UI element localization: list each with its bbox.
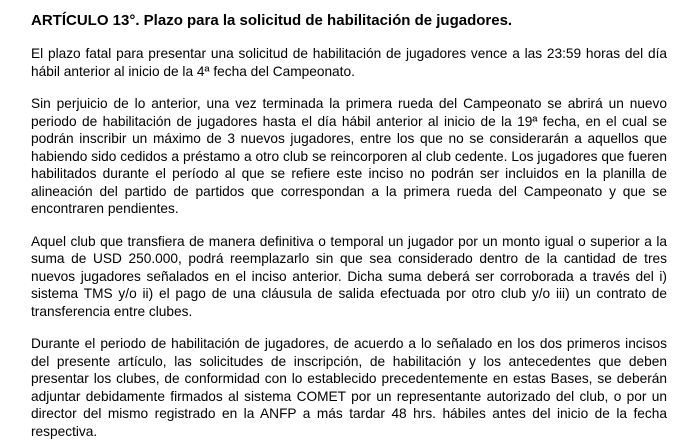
paragraph-1: El plazo fatal para presentar una solicitud de habilitación de jugadores vence a las 23:59 horas del día hábil anterior al inicio de la 4ª fecha del Campeonato.: [31, 46, 667, 79]
paragraph-3: Aquel club que transfiera de manera definitiva o temporal un jugador por un monto igual o superior a la suma de USD 250.000, podrá reemplazarlo sin que sea considerado dentro de la cantidad de tres nuevos jugadores señalados en el inciso anterior. Dicha suma deberá ser corroborada a través del i) sistema TMS y/o ii) el pago de una cláusula de salida efectuada por otro club y/o iii) un contrato de transferencia entre clubes.: [31, 233, 667, 319]
document-page: [31, 12, 667, 440]
paragraph-2: Sin perjuicio de lo anterior, una vez terminada la primera rueda del Campeonato se abrirá un nuevo periodo de habilitación de jugadores hasta el día hábil anterior al inicio de la 19ª fecha, en el cual se podrán inscribir un máximo de 3 nuevos jugadores, entre los que no se considerarán a aquellos que habiendo sido cedidos a préstamo a otro club se reincorporen al club cedente. Los jugadores que fueren habilitados durante el período al que se refiere este inciso no podrán ser incluidos en la planilla de alineación del partido de partidos que correspondan a la primera rueda del Campeonato y que se encontraren pendientes.: [31, 96, 667, 216]
paragraph-4: Durante el periodo de habilitación de jugadores, de acuerdo a lo señalado en los dos primeros incisos del presente artículo, las solicitudes de inscripción, de habilitación y los antecedentes que deben presentar los clubes, de conformidad con lo establecido precedentemente en estas Bases, se deberán adjuntar debidamente firmados al sistema COMET por un representante autorizado del club, o por un director del mismo registrado en la ANFP a más tardar 48 hrs. hábiles antes del inicio de la fecha respectiva.: [31, 336, 667, 439]
article-title: ARTÍCULO 13°. Plazo para la solicitud de habilitación de jugadores.: [31, 12, 513, 29]
